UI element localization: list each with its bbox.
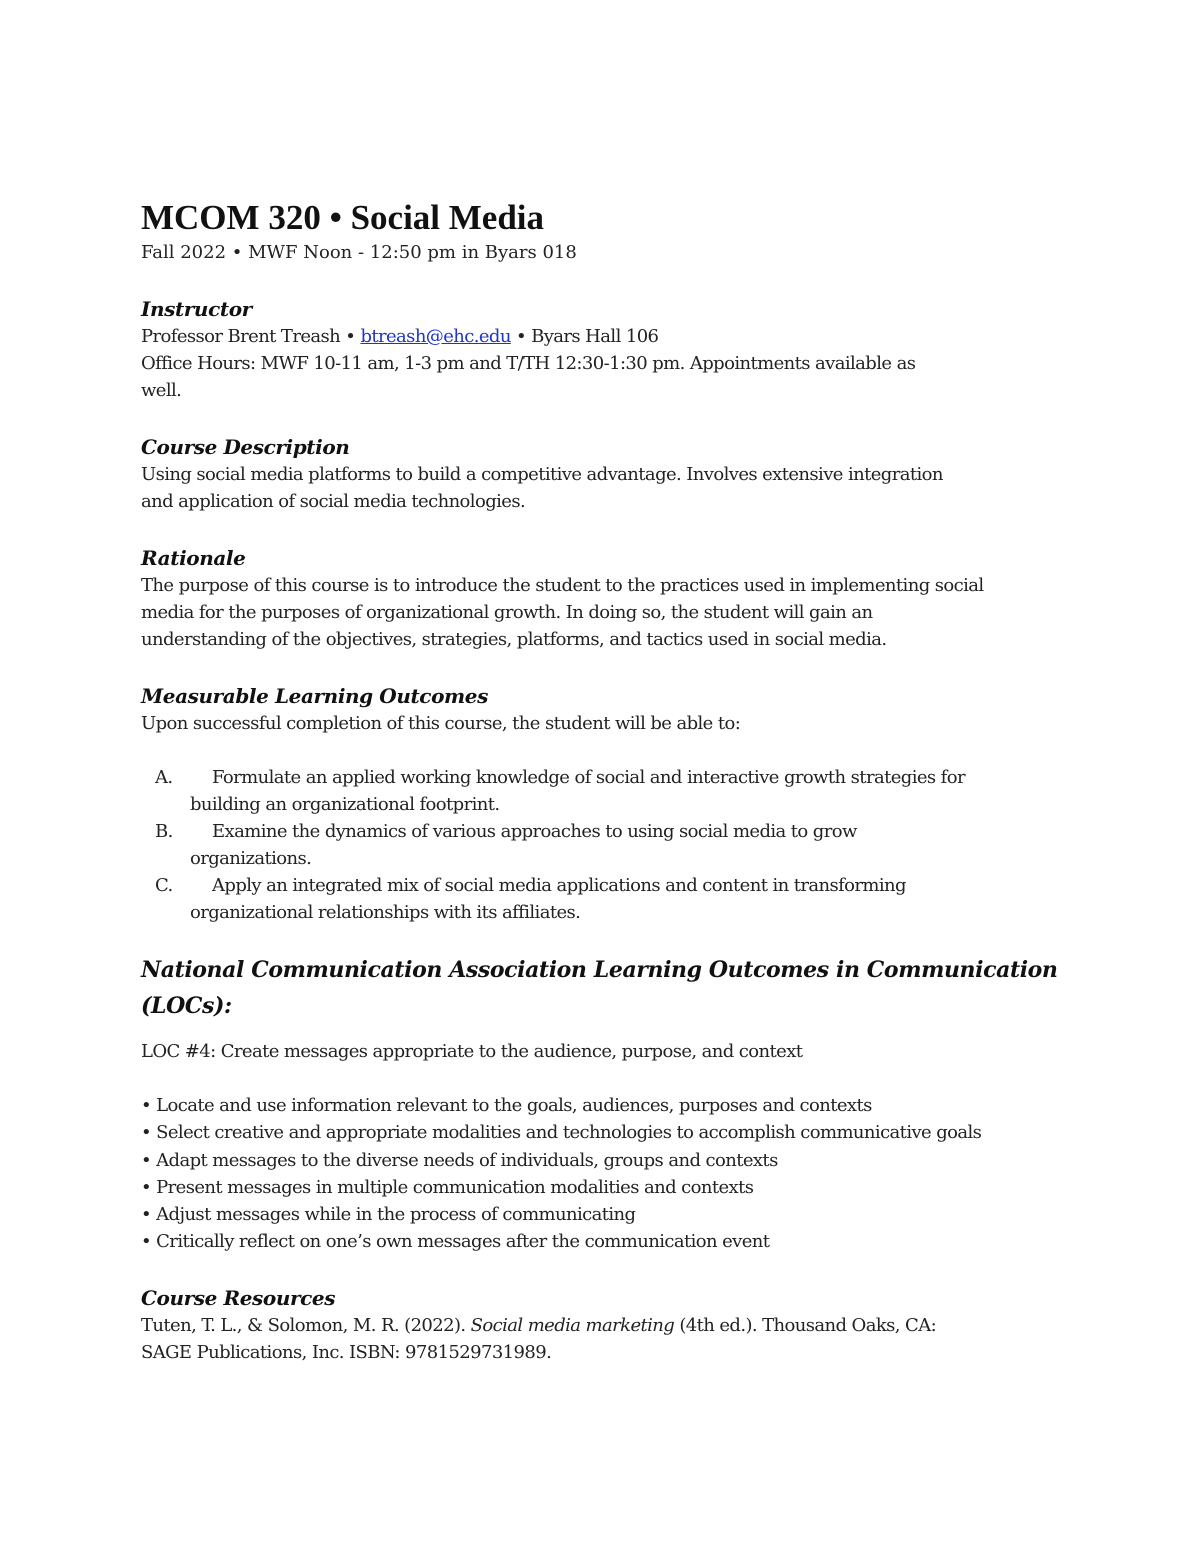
list-marker: C.: [155, 875, 173, 896]
instructor-contact: [141, 323, 1071, 350]
nca-heading-line-2: (LOCs):: [141, 993, 232, 1019]
outcome-line-1: Apply an integrated mix of social media applications and content in transforming: [212, 875, 906, 896]
list-item: • Adapt messages to the diverse needs of individuals, groups and contexts: [141, 1149, 778, 1171]
instructor-heading: Instructor: [141, 297, 252, 321]
instructor-email-link[interactable]: btreash@ehc.edu: [360, 326, 511, 347]
list-item: [141, 764, 1071, 818]
list-marker: B.: [155, 821, 173, 842]
office-hours-line-2: well.: [141, 380, 182, 401]
resource-citation-line-2: SAGE Publications, Inc. ISBN: 9781529731989.: [141, 1341, 552, 1363]
syllabus-page: [141, 198, 1071, 1366]
learning-outcomes-list: [141, 764, 1071, 926]
outcome-line-2: building an organizational footprint.: [190, 794, 500, 815]
outcome-line-2: organizational relationships with its affiliates.: [190, 902, 581, 923]
nca-heading: [141, 952, 1071, 1024]
course-schedule: Fall 2022 • MWF Noon - 12:50 pm in Byars 018: [141, 242, 577, 263]
citation-book-title: Social media marketing: [470, 1314, 675, 1336]
office-hours-line-1: Office Hours: MWF 10-11 am, 1-3 pm and T/TH 12:30-1:30 pm. Appointments available as: [141, 353, 916, 374]
list-item: [141, 818, 1071, 872]
course-title: MCOM 320 • Social Media: [141, 198, 545, 237]
rationale-heading: Rationale: [141, 546, 246, 570]
course-description-line-2: and application of social media technologies.: [141, 491, 526, 512]
list-item: • Select creative and appropriate modalities and technologies to accomplish communicative goals: [141, 1122, 982, 1144]
list-marker: A.: [155, 767, 173, 788]
course-description-heading: Course Description: [141, 435, 350, 459]
outcome-line-2: organizations.: [190, 848, 312, 869]
list-item: • Critically reflect on one’s own messages after the communication event: [141, 1231, 770, 1253]
rationale-line-2: media for the purposes of organizational growth. In doing so, the student will gain an: [141, 602, 873, 623]
learning-outcomes-heading: Measurable Learning Outcomes: [141, 684, 488, 708]
loc-statement: LOC #4: Create messages appropriate to the audience, purpose, and context: [141, 1041, 803, 1062]
outcome-line-1: Examine the dynamics of various approaches to using social media to grow: [212, 821, 857, 842]
loc-bullet-list: [141, 1092, 1071, 1256]
rationale-line-3: understanding of the objectives, strategies, platforms, and tactics used in social media.: [141, 629, 887, 650]
rationale-line-1: The purpose of this course is to introduce the student to the practices used in implementing social: [141, 575, 984, 596]
list-item: • Present messages in multiple communication modalities and contexts: [141, 1176, 754, 1198]
outcome-line-1: Formulate an applied working knowledge of social and interactive growth strategies for: [212, 767, 965, 788]
instructor-name: Professor Brent Treash •: [141, 326, 361, 347]
citation-edition: (4th ed.). Thousand Oaks, CA:: [674, 1314, 937, 1336]
citation-authors: Tuten, T. L., & Solomon, M. R. (2022).: [141, 1314, 471, 1336]
list-item: • Locate and use information relevant to the goals, audiences, purposes and contexts: [141, 1095, 872, 1116]
list-item: • Adjust messages while in the process of communicating: [141, 1204, 636, 1226]
resource-citation-line-1: [141, 1312, 1071, 1339]
learning-outcomes-intro: Upon successful completion of this course, the student will be able to:: [141, 713, 741, 734]
course-resources-heading: Course Resources: [141, 1285, 336, 1310]
instructor-office: • Byars Hall 106: [510, 326, 659, 347]
nca-heading-line-1: National Communication Association Learning Outcomes in Communication: [141, 957, 1058, 983]
course-description-line-1: Using social media platforms to build a competitive advantage. Involves extensive integration: [141, 464, 943, 485]
list-item: [141, 872, 1071, 926]
